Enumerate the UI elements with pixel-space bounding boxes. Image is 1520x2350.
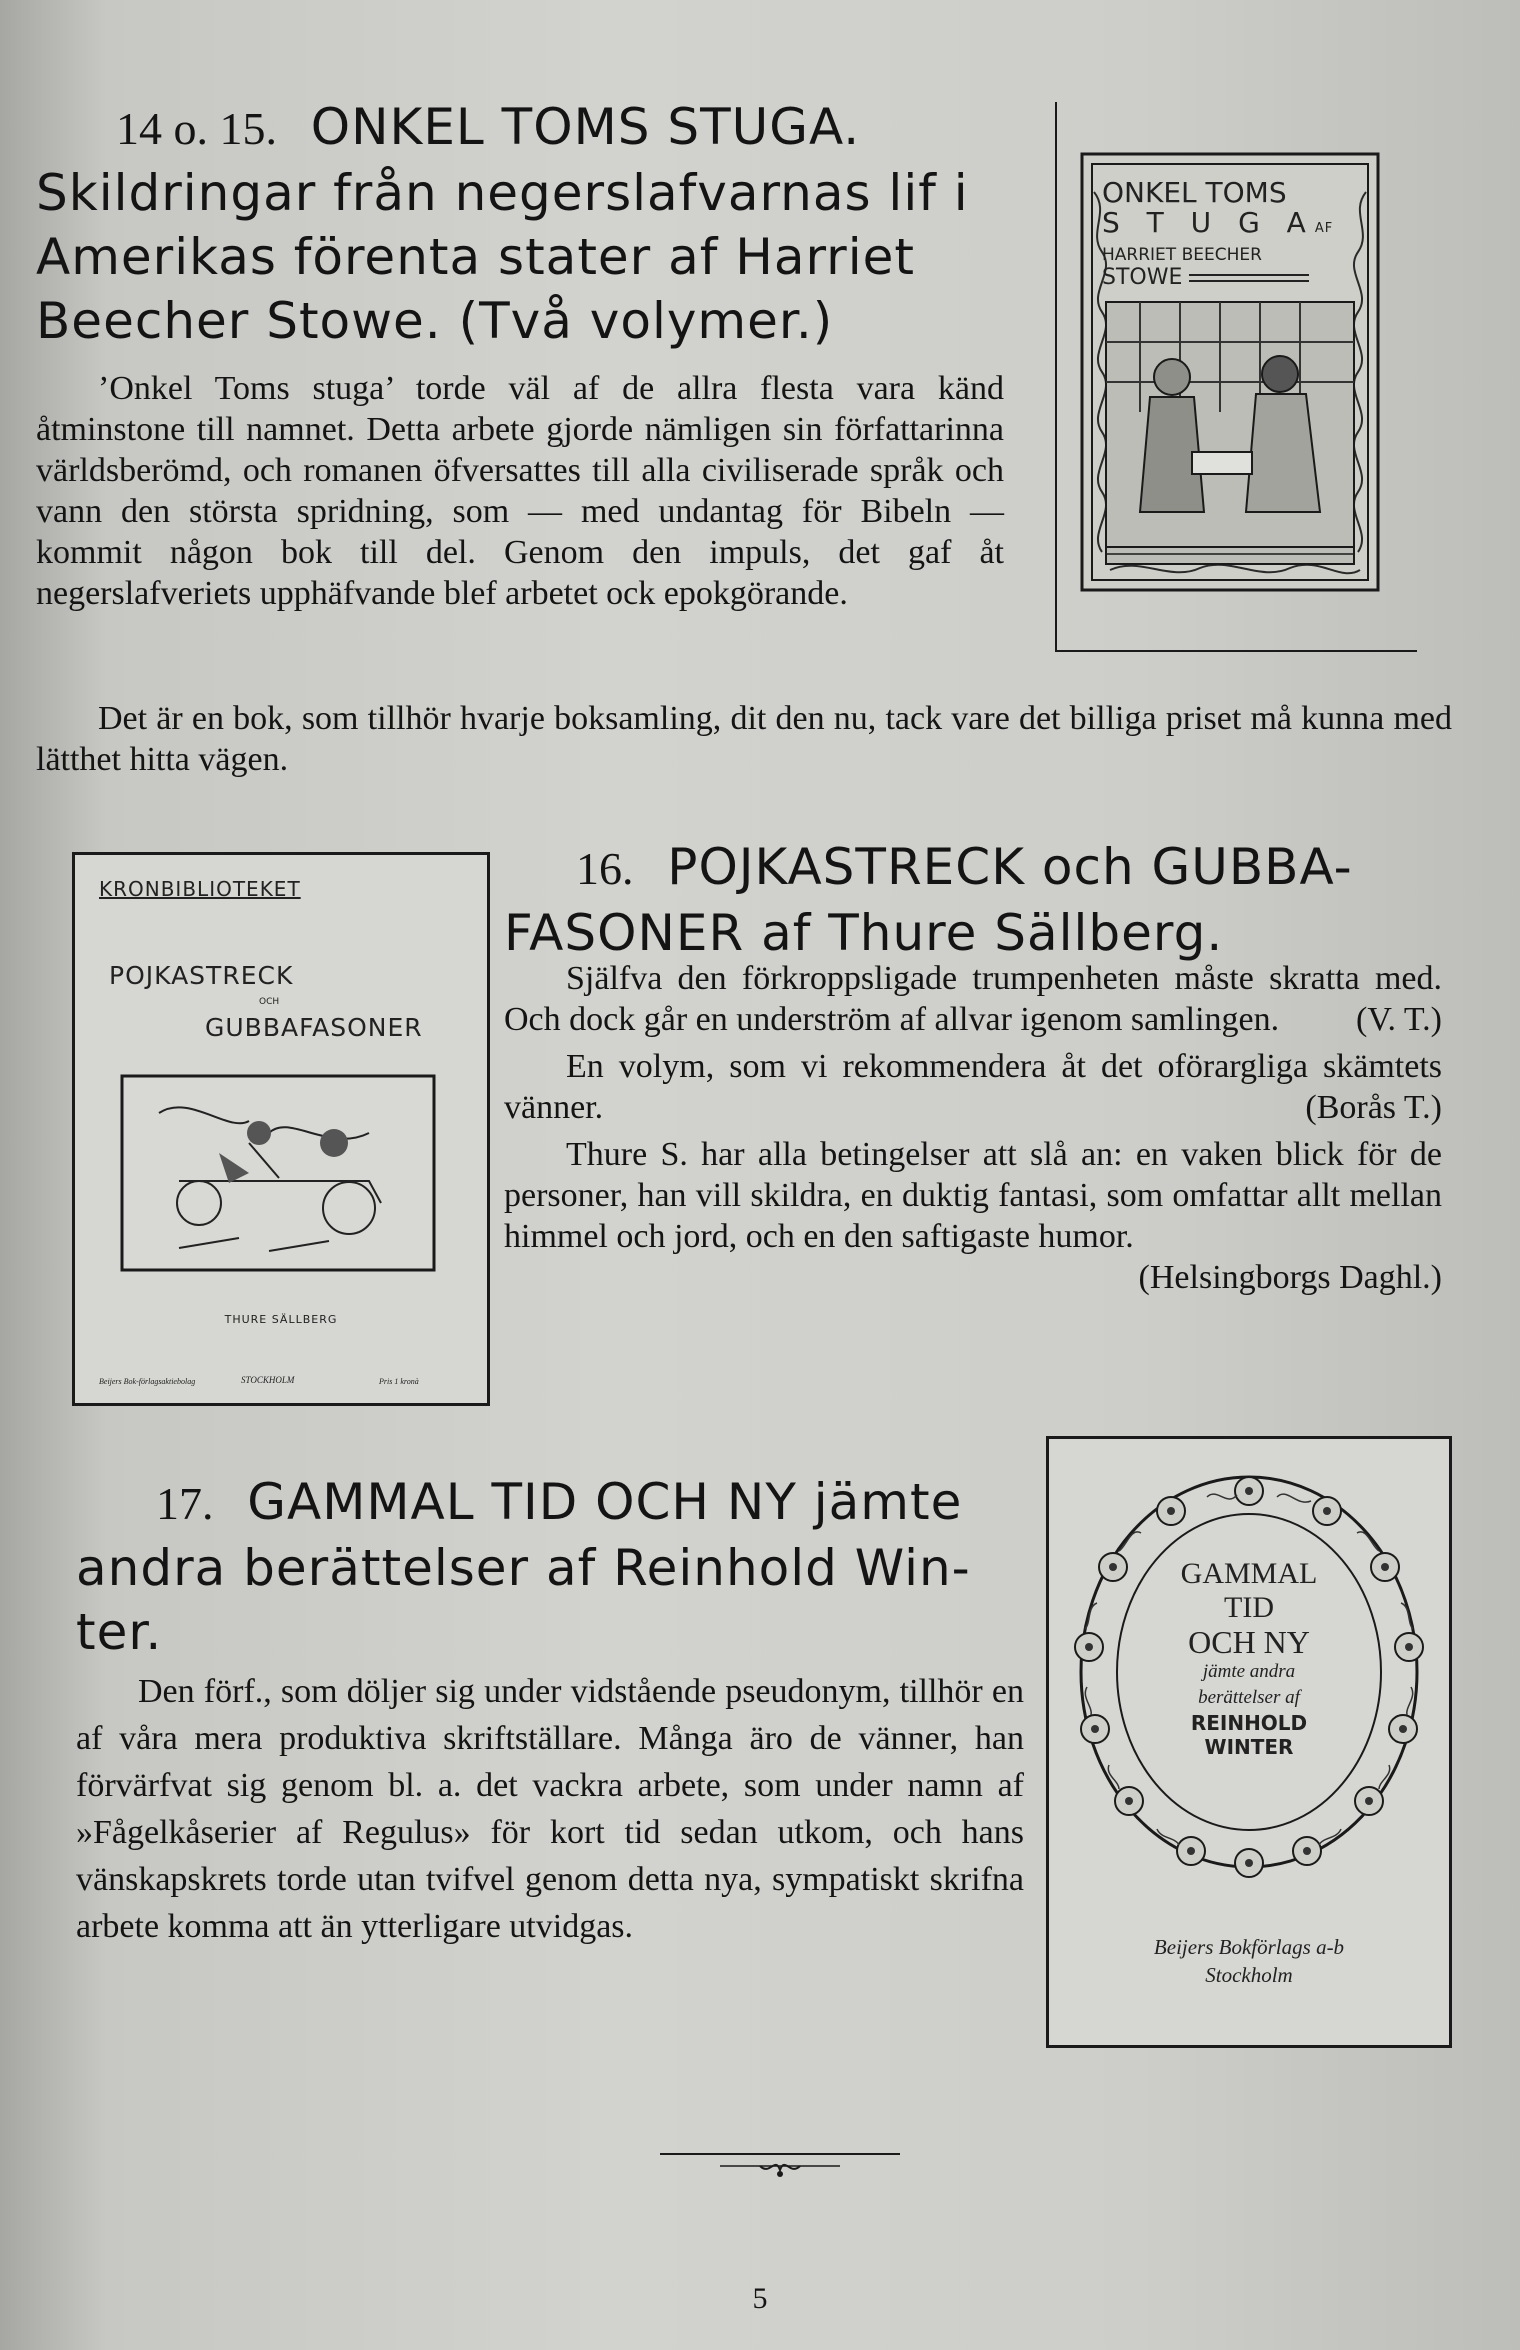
review-source: (Helsingborgs Daghl.) (1138, 1259, 1442, 1296)
entry-title: ONKEL TOMS STUGA. (310, 98, 861, 156)
review-quote: En volym, som vi rekommendera åt det oförargliga skämtets vänner. (504, 1048, 1442, 1126)
onkel-cover-title: ONKEL TOMS S T U G AAF HARRIET BEECHER STOWE (1102, 176, 1334, 290)
page-number: 5 (752, 2282, 768, 2315)
gammal-cover-publisher: Beijers Bokförlags a-b Stockholm (1153, 1935, 1345, 1987)
entry-title-line: Beecher Stowe. (Två volymer.) (36, 292, 834, 350)
entry-17-title: 17. GAMMAL TID OCH NY jämte andra berättelser af Reinhold Win- ter. (76, 1473, 971, 1661)
pojkastreck-cover: KRONBIBLIOTEKET POJKASTRECK OCH GUBBAFASONER THURE SÄLLBERG Beijers Bok-förlagsaktiebolag STOCKHOLM Pris 1 kronà (72, 852, 490, 1406)
entry-14-15-title (36, 95, 1026, 353)
review-source: (V. T.) (1356, 1001, 1442, 1038)
entry-14-15-description-cont (36, 698, 1452, 780)
entry-16-reviews (504, 958, 1442, 1298)
description-paragraph: Den förf., som döljer sig under vidstående pseudonym, tillhör en af våra mera produktiva skriftställare. Många äro de vänner, han förvärfvat sig genom bl. a. det vackra arbete, som under namn af »Fågelkåserier af Regulus» för kort tid sedan utkom, och hans vänskapskrets torde utan tvifvel genom detta nya, sympatiskt skrifna arbete komma att än ytterligare utvidgas. (76, 1673, 1024, 1945)
gammal-tid-cover (1046, 1436, 1452, 2048)
review-quote: Själfva den förkroppsligade trumpenheten måste skratta med. Och dock går en underström af allvar igenom samlingen. (504, 960, 1442, 1038)
description-paragraph: Det är en bok, som tillhör hvarje boksamling, dit den nu, tack vare det billiga priset må kunna med lätthet hitta vägen. (36, 700, 1452, 778)
gammal-cover-title: GAMMAL TID OCH NY jämte andra berättelser af REINHOLD WINTER (1180, 1557, 1318, 1759)
entry-number: 14 o. 15. (116, 103, 277, 154)
entry-title-line: Skildringar från negerslafvarnas lif i (36, 164, 969, 222)
entry-14-15-description (36, 368, 1014, 614)
cover-title: POJKASTRECK (109, 961, 294, 990)
review-quote: Thure S. har alla betingelser att slå an: en vaken blick för de personer, han vill skildra, en duktig fantasi, som omfattar allt mellan himmel och jord, och en den saftigaste humor. (504, 1136, 1442, 1255)
entry-16-title: 16. POJKASTRECK och GUBBA- FASONER af Thure Sällberg. (504, 838, 1353, 962)
review-source: (Borås T.) (1305, 1089, 1442, 1126)
entry-title-line: Amerikas förenta stater af Harriet (36, 228, 915, 286)
decorative-ornament (660, 2146, 900, 2186)
cover-author: THURE SÄLLBERG (224, 1313, 338, 1326)
entry-17-description (76, 1668, 1024, 1950)
cover-title: GUBBAFASONER (205, 1013, 423, 1042)
cover-drawing (119, 1073, 437, 1273)
description-paragraph: ’Onkel Toms stuga’ torde väl af de allra flesta vara känd åtminstone till namnet. Detta arbete gjorde nämligen sin författarinna världsberömd, och romanen öfversattes till alla civiliserade språk och vann den största spridning, som — med undantag för Bibeln — kommit någon bok till del. Genom den impuls, det gaf åt negerslafveriets upphäfvande blef arbetet ock epokgörande. (36, 370, 1004, 612)
cover-series-name: KRONBIBLIOTEKET (99, 877, 301, 901)
onkel-toms-cover (1080, 152, 1380, 592)
